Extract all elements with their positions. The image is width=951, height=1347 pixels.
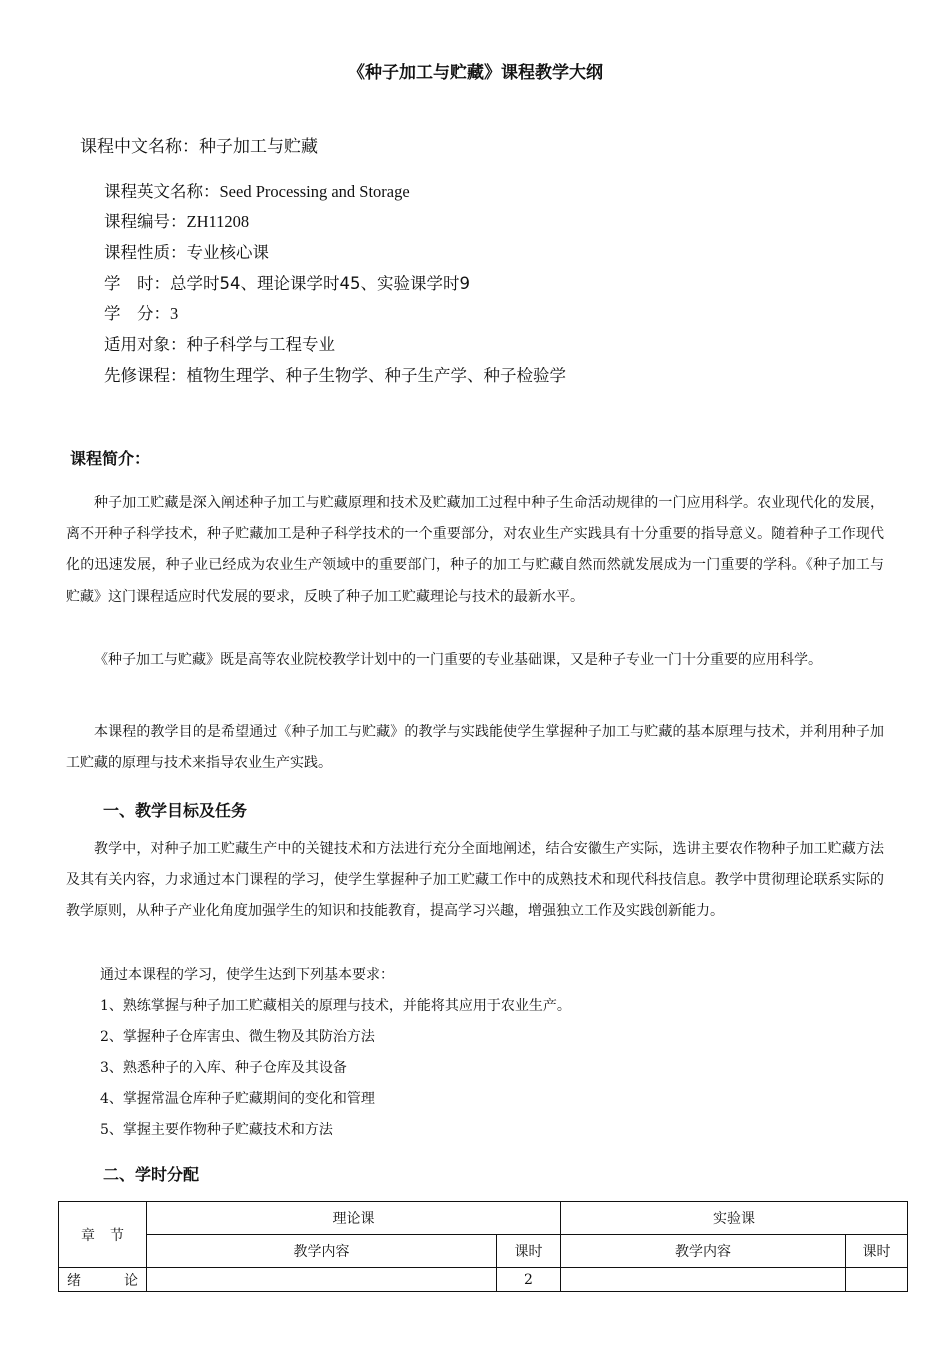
course-cn-name: 课程中文名称：种子加工与贮藏 bbox=[80, 137, 318, 157]
info-label: 先修课程： bbox=[104, 366, 187, 385]
lab-header: 实验课 bbox=[561, 1202, 908, 1235]
info-value: 专业核心课 bbox=[186, 243, 269, 262]
section-1-heading: 一、教学目标及任务 bbox=[103, 801, 248, 820]
info-label: 课程英文名称： bbox=[104, 182, 220, 201]
section-1-paragraph: 教学中，对种子加工贮藏生产中的关键技术和方法进行充分全面地阐述，结合安徽生产实际，选讲主要农作物种子加工贮藏方法及其有关内容，力求通过本门课程的学习，使学生掌握种子加工贮藏工作中的成熟技术和现代科技信息。教学中贯彻理论联系实际的教学原则，从种子产业化角度加强学生的知识和技能教育，提高学习兴趣，增强独立工作及实践创新能力。 bbox=[66, 841, 884, 920]
chapter-cell: 绪论 bbox=[59, 1268, 147, 1292]
info-english-name bbox=[104, 182, 410, 202]
requirement-item: 5、掌握主要作物种子贮藏技术和方法 bbox=[100, 1122, 333, 1138]
lab-content-cell bbox=[561, 1268, 846, 1292]
info-value: 种子科学与工程专业 bbox=[186, 335, 335, 354]
intro-paragraph-2: 《种子加工与贮藏》既是高等农业院校教学计划中的一门重要的专业基础课，又是种子专业一门十分重要的应用科学。 bbox=[94, 652, 822, 668]
intro-heading: 课程简介： bbox=[70, 449, 151, 468]
requirement-item: 4、掌握常温仓库种子贮藏期间的变化和管理 bbox=[100, 1091, 375, 1107]
lab-hours-cell bbox=[846, 1268, 908, 1292]
theory-content-cell bbox=[147, 1268, 497, 1292]
info-course-nature bbox=[104, 243, 269, 263]
theory-header: 理论课 bbox=[147, 1202, 561, 1235]
info-label: 课程编号： bbox=[104, 212, 187, 231]
requirement-item: 3、熟悉种子的入库、种子仓库及其设备 bbox=[100, 1060, 347, 1076]
info-label: 课程性质： bbox=[104, 243, 187, 262]
table-subheader-row bbox=[59, 1235, 908, 1268]
section-1-lead: 通过本课程的学习，使学生达到下列基本要求： bbox=[100, 967, 394, 983]
info-value: Seed Processing and Storage bbox=[219, 182, 410, 201]
lab-content-header: 教学内容 bbox=[561, 1235, 846, 1268]
theory-hours-cell: 2 bbox=[497, 1268, 561, 1292]
theory-content-header: 教学内容 bbox=[147, 1235, 497, 1268]
lab-hours-header: 课时 bbox=[846, 1235, 908, 1268]
info-prerequisites bbox=[104, 366, 566, 386]
info-label: 适用对象： bbox=[104, 335, 187, 354]
info-value: 总学时54、理论课学时45、实验课学时9 bbox=[170, 274, 470, 293]
hours-table bbox=[58, 1201, 908, 1292]
info-target bbox=[104, 335, 335, 355]
table-header-row bbox=[59, 1202, 908, 1235]
info-value: 植物生理学、种子生物学、种子生产学、种子检验学 bbox=[186, 366, 566, 385]
info-label: 学 分： bbox=[104, 304, 170, 323]
requirement-item: 1、熟练掌握与种子加工贮藏相关的原理与技术，并能将其应用于农业生产。 bbox=[100, 998, 571, 1014]
table-row bbox=[59, 1268, 908, 1292]
info-label: 学 时： bbox=[104, 274, 170, 293]
page-title: 《种子加工与贮藏》课程教学大纲 bbox=[348, 63, 603, 83]
info-credits bbox=[104, 304, 178, 324]
intro-paragraph-1: 种子加工贮藏是深入阐述种子加工与贮藏原理和技术及贮藏加工过程中种子生命活动规律的一门应用科学。农业现代化的发展，离不开种子科学技术，种子贮藏加工是种子科学技术的一个重要部分，对农业生产实践具有十分重要的指导意义。随着种子工作现代化的迅速发展，种子业已经成为农业生产领域中的重要部门，种子的加工与贮藏自然而然就发展成为一门重要的学科。《种子加工与贮藏》这门课程适应时代发展的要求，反映了种子加工贮藏理论与技术的最新水平。 bbox=[66, 495, 884, 605]
info-value: 3 bbox=[170, 304, 179, 323]
info-course-code bbox=[104, 212, 249, 232]
intro-paragraph-3: 本课程的教学目的是希望通过《种子加工与贮藏》的教学与实践能使学生掌握种子加工与贮藏的基本原理与技术，并利用种子加工贮藏的原理与技术来指导农业生产实践。 bbox=[66, 724, 884, 772]
chapter-header: 章节 bbox=[59, 1202, 147, 1268]
theory-hours-header: 课时 bbox=[497, 1235, 561, 1268]
requirement-item: 2、掌握种子仓库害虫、微生物及其防治方法 bbox=[100, 1029, 375, 1045]
section-2-heading: 二、学时分配 bbox=[103, 1165, 200, 1184]
info-value: ZH11208 bbox=[186, 212, 250, 231]
info-hours bbox=[104, 274, 470, 294]
